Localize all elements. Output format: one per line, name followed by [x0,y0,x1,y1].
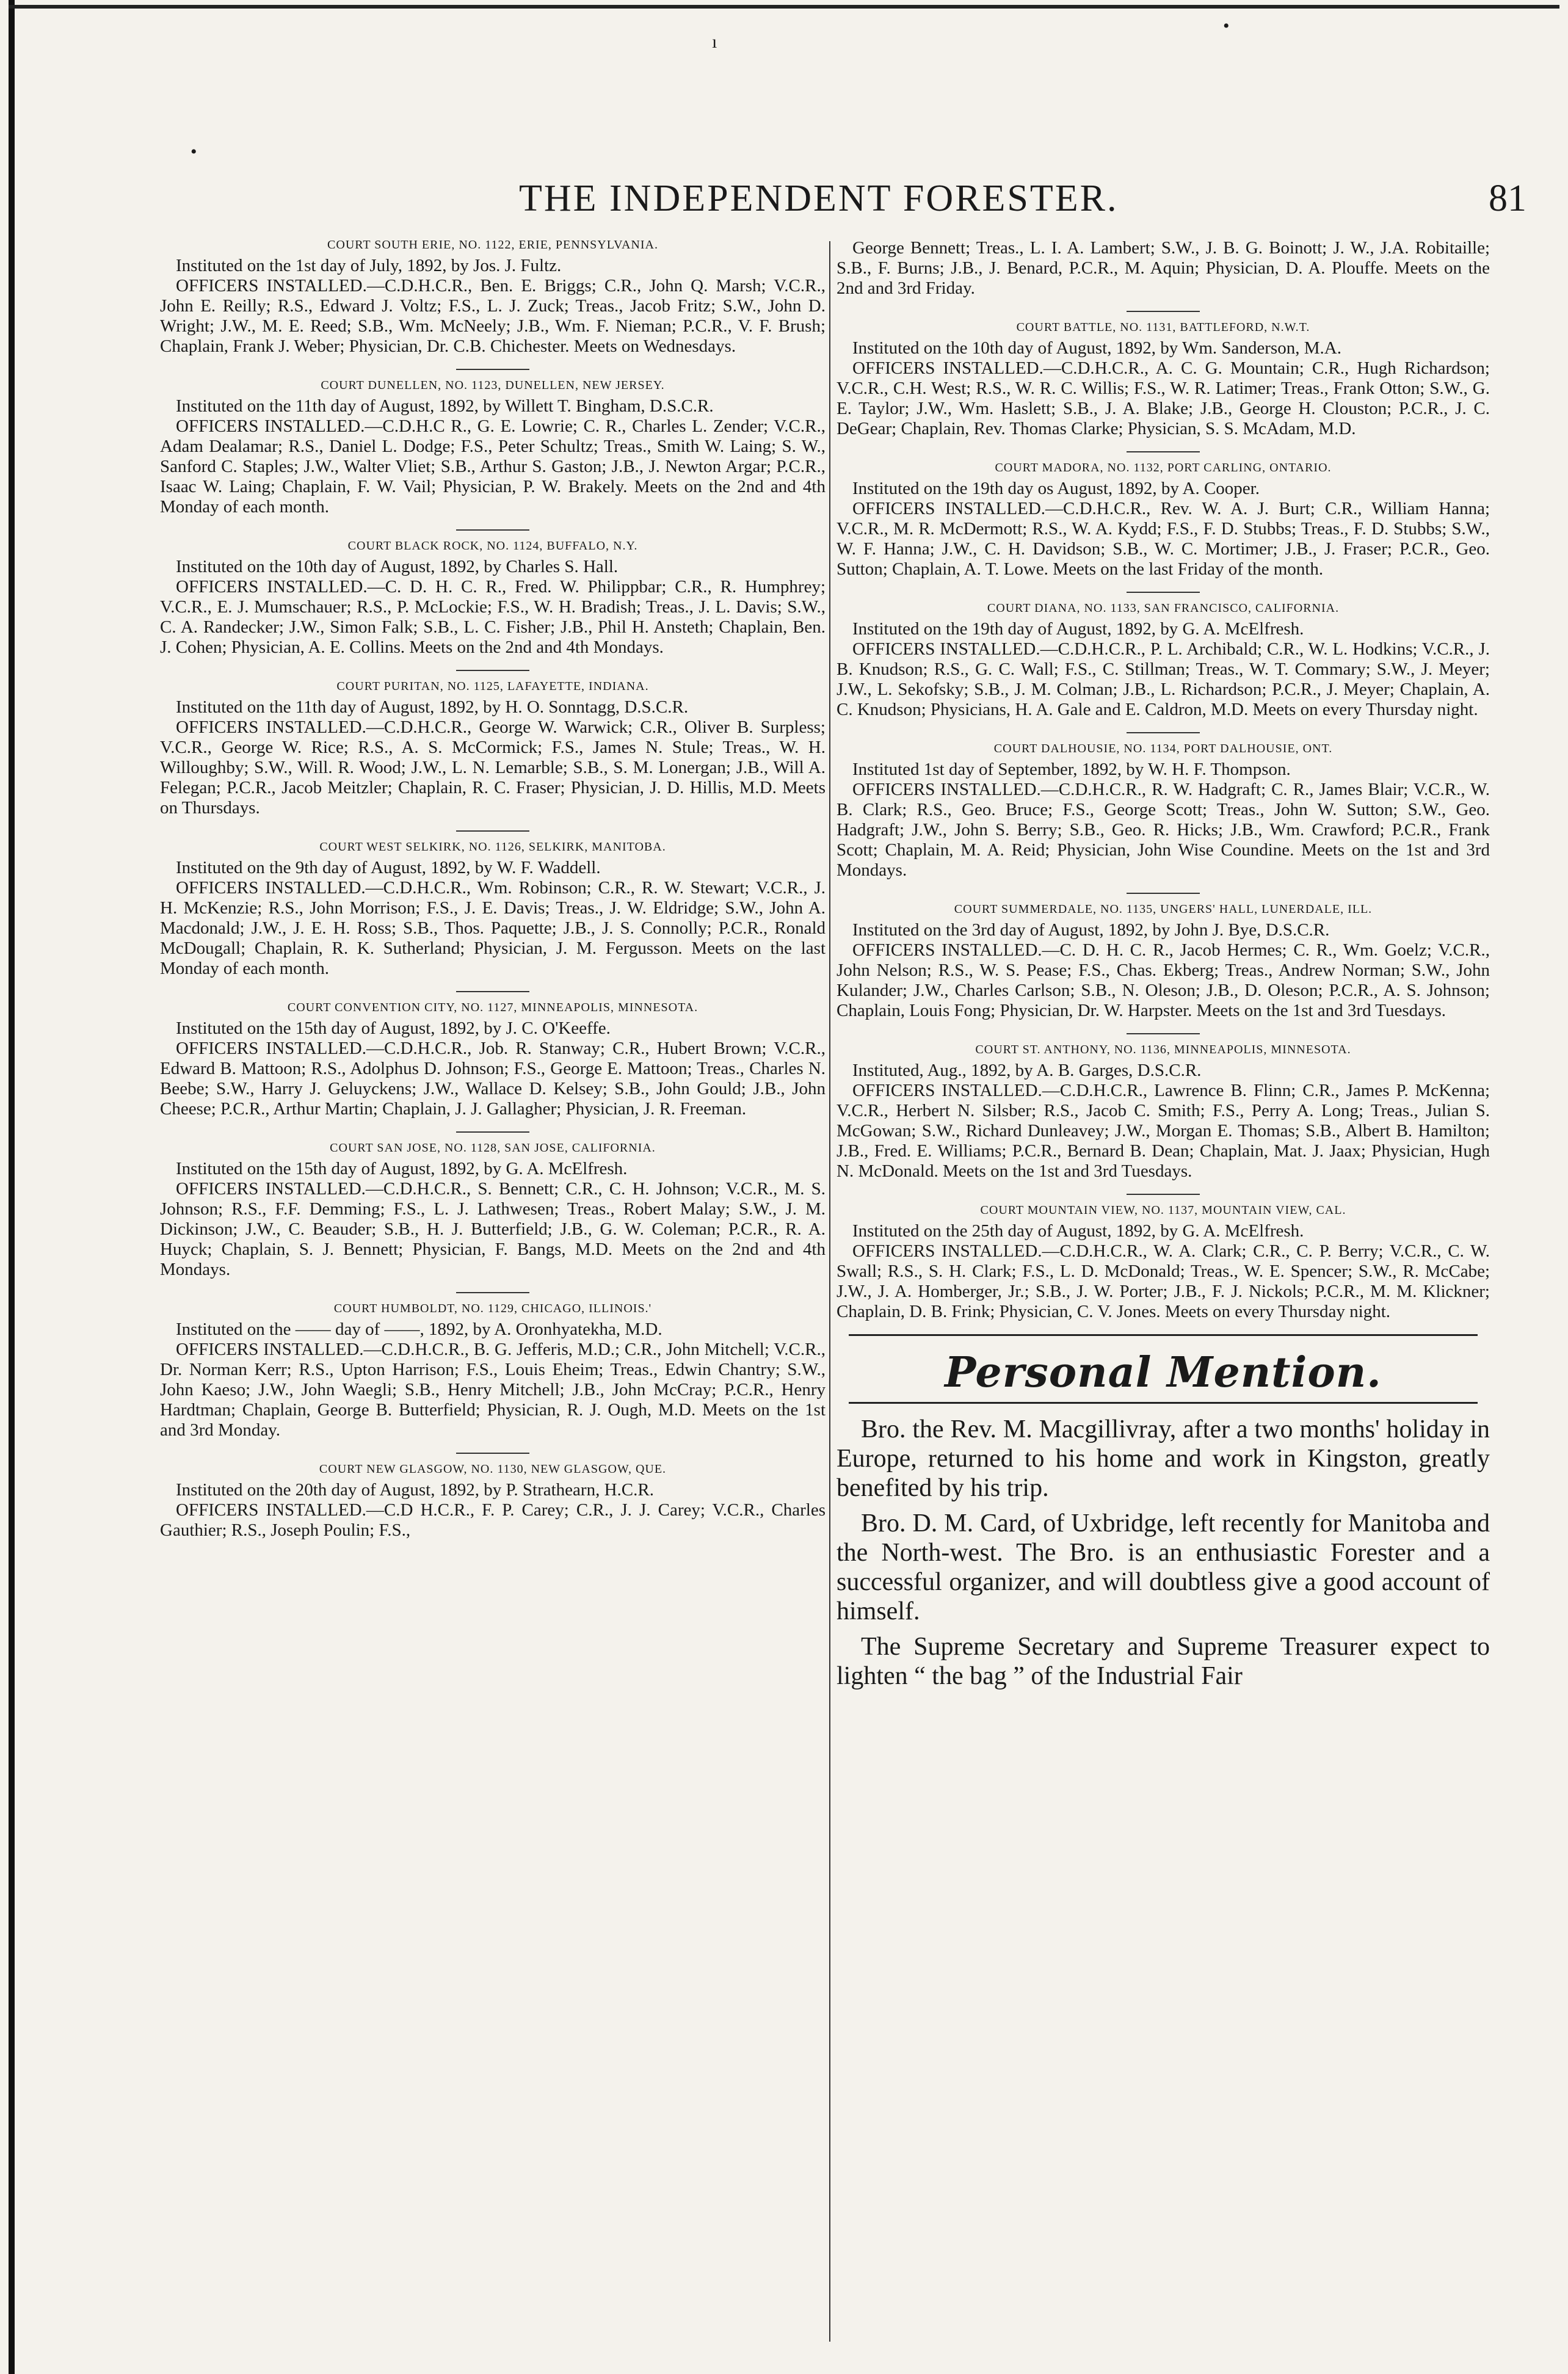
entry-separator [456,1292,529,1293]
court-paragraph: OFFICERS INSTALLED.—C.D.H.C.R., Wm. Robinson; C.R., R. W. Stewart; V.C.R., J. H. McKenzie; R.S., John Morrison; F.S., J. E. Davis; Treas., J. W. Eldridge; S.W., John A. Macdonald; J.W., J. E. H. Ross; S.B., Thos. Paquette; J.B., J. S. Connolly; P.C.R., Ronald McDougall; Chaplain, R. K. Sutherland; Physician, J. M. Fergusson. Meets on the last Monday of each month. [160,878,826,978]
court-title: COURT MADORA, NO. 1132, PORT CARLING, ONTARIO. [995,461,1332,474]
entry-separator [1127,592,1200,593]
court-body [837,760,1490,880]
court-entry [160,539,826,658]
court-title: COURT PURITAN, NO. 1125, LAFAYETTE, INDIANA. [336,680,649,693]
court-paragraph: OFFICERS INSTALLED.—C.D.H.C.R., B. G. Jefferis, M.D.; C.R., John Mitchell; V.C.R., Dr. Norman Kerr; R.S., Upton Harrison; F.S., Louis Eheim; Treas., Edwin Chantry; S.W., John Kaeso; J.W., John Waegli; S.B., Henry Mitchell; J.B., John McCray; P.C.R., Henry Hardtman; Chaplain, George B. Butterfield; Physician, R. J. Ough, M.D. Meets on the 1st and 3rd Monday. [160,1340,826,1440]
court-entry [160,1462,826,1541]
court-entry [837,902,1490,1021]
court-paragraph: OFFICERS INSTALLED.—C.D.H.C.R., A. C. G. Mountain; C.R., Hugh Richardson; V.C.R., C.H. West; R.S., W. R. C. Willis; F.S., W. R. Latimer; Treas., Frank Otton; S.W., G. E. Taylor; J.W., Wm. Haslett; S.B., J. A. Blake; J.B., George H. Clouston; P.C.R., J. C. DeGear; Chaplain, Rev. Thomas Clarke; Physician, S. S. McAdam, M.D. [837,358,1490,438]
court-paragraph: OFFICERS INSTALLED.—C.D.H.C.R., Job. R. Stanway; C.R., Hubert Brown; V.C.R., Edward B. Mattoon; R.S., Adolphus D. Johnson; F.S., George E. Mattoon; Treas., Charles N. Beebe; S.W., Harry J. Geluyckens; J.W., Wallace D. Kelsey; S.B., John Gould; J.B., John Cheese; P.C.R., Arthur Martin; Chaplain, J. J. Gallagher; Physician, J. R. Freeman. [160,1039,826,1119]
court-paragraph: Instituted on the 19th day of August, 1892, by G. A. McElfresh. [852,619,1304,639]
court-title: COURT CONVENTION CITY, NO. 1127, MINNEAPOLIS, MINNESOTA. [287,1001,699,1014]
court-body [160,697,826,818]
court-title: COURT ST. ANTHONY, NO. 1136, MINNEAPOLIS, MINNESOTA. [975,1043,1351,1056]
section-rule [849,1334,1478,1336]
court-paragraph: Instituted on the 3rd day of August, 1892, by John J. Bye, D.S.C.R. [852,920,1330,940]
court-paragraph: OFFICERS INSTALLED.—C.D.H.C.R., George W. Warwick; C.R., Oliver B. Surpless; V.C.R., George W. Rice; R.S., A. S. McCormick; F.S., James N. Stule; Treas., W. H. Willoughby; S.W., Will. R. Wood; J.W., L. N. Lemarble; S.B., S. M. Lonergan; J.B., Will A. Felegan; P.C.R., Jacob Meitzler; Chaplain, R. C. Fraser; Physician, J. D. Hillis, M.D. Meets on Thursdays. [160,717,826,818]
court-body [160,396,826,517]
court-paragraph: OFFICERS INSTALLED.—C.D.H.C.R., Ben. E. Briggs; C.R., John Q. Marsh; V.C.R., John E. Reilly; R.S., Edward J. Voltz; F.S., L. J. Zuck; Treas., Jacob Fritz; S.W., John D. Wright; J.W., M. E. Reed; S.B., Wm. McNeely; J.B., Wm. F. Nieman; P.C.R., V. F. Brush; Chaplain, Frank J. Weber; Physician, Dr. C.B. Chichester. Meets on Wednesdays. [160,276,826,356]
court-title: COURT NEW GLASGOW, NO. 1130, NEW GLASGOW, QUE. [319,1462,667,1476]
court-title: COURT DALHOUSIE, NO. 1134, PORT DALHOUSIE, ONT. [993,742,1333,755]
binding-rule [9,0,15,2374]
mention-paragraph: The Supreme Secretary and Supreme Treasurer expect to lighten “ the bag ” of the Industrial Fair [837,1633,1490,1690]
top-border-rule [9,5,1559,9]
entry-separator [1127,311,1200,312]
entry-separator [456,830,529,832]
court-paragraph: OFFICERS INSTALLED.—C. D. H. C. R., Fred. W. Philippbar; C.R., R. Humphrey; V.C.R., E. J. Mumschauer; R.S., P. McLockie; F.S., W. H. Bradish; Treas., J. L. Davis; S.W., C. A. Randecker; J.W., Simon Falk; S.B., L. C. Fisher; J.B., Phil H. Ansteth; Chaplain, Ben. J. Cohen; Physician, A. E. Collins. Meets on the 2nd and 4th Mondays. [160,577,826,657]
personal-mention-body [837,1415,1490,1691]
court-entry [160,379,826,517]
court-entry [837,601,1490,720]
mention-paragraph: Bro. D. M. Card, of Uxbridge, left recently for Manitoba and the North-west. The Bro. is an enthusiastic Forester and a successful organizer, and will doubtless give a good account of himself. [837,1509,1490,1625]
running-title: THE INDEPENDENT FORESTER. [519,178,1119,219]
court-paragraph: Instituted on the 25th day of August, 1892, by G. A. McElfresh. [852,1221,1304,1241]
court-paragraph: Instituted on the 19th day os August, 1892, by A. Cooper. [852,479,1260,498]
court-body [160,1480,826,1541]
court-body [160,858,826,979]
court-paragraph: Instituted on the 10th day of August, 1892, by Wm. Sanderson, M.A. [852,338,1341,358]
court-paragraph: Instituted on the 11th day of August, 1892, by Willett T. Bingham, D.S.C.R. [176,396,714,416]
court-paragraph: Instituted on the 10th day of August, 1892, by Charles S. Hall. [176,557,619,576]
print-mark: • [1223,16,1230,36]
entry-separator [1127,451,1200,452]
entry-separator [1127,1194,1200,1195]
page-number: 81 [1489,178,1526,219]
column-divider [829,241,830,2342]
court-entry [837,321,1490,439]
entry-separator [456,529,529,531]
court-title: COURT HUMBOLDT, NO. 1129, CHICAGO, ILLINOIS.' [333,1302,652,1315]
court-paragraph: Instituted on the —— day of ——, 1892, by A. Oronhyatekha, M.D. [176,1319,662,1339]
court-entry [160,680,826,818]
court-title: COURT BATTLE, NO. 1131, BATTLEFORD, N.W.T. [1016,321,1310,334]
court-paragraph: Instituted on the 1st day of July, 1892, by Jos. J. Fultz. [176,256,562,275]
court-paragraph: Instituted 1st day of September, 1892, by W. H. F. Thompson. [852,760,1291,779]
court-paragraph: George Bennett; Treas., L. I. A. Lambert; S.W., J. B. G. Boinott; J. W., J.A. Robitaille; S.B., F. Burns; J.B., J. Benard, P.C.R., M. Aquin; Physician, D. A. Plouffe. Meets on the 2nd and 3rd Friday. [837,238,1490,298]
print-mark: • [191,142,197,162]
entry-separator [456,369,529,370]
court-body [160,256,826,357]
court-title: COURT SOUTH ERIE, NO. 1122, ERIE, PENNSYLVANIA. [327,238,658,252]
section-rule [849,1402,1478,1404]
court-paragraph: OFFICERS INSTALLED.—C.D.H.C.R., Lawrence B. Flinn; C.R., James P. McKenna; V.C.R., Herbert N. Silsber; R.S., Jacob C. Smith; F.S., Perry A. Long; Treas., Julian S. McGowan; S.W., Richard Dunleavey; J.W., Morgan E. Thomas; S.B., Albert B. Hamilton; J.B., Fred. E. Williams; P.C.R., Bernard B. Dean; Chaplain, Mat. J. Jaax; Physician, Hugh N. McDonald. Meets on the 1st and 3rd Tuesdays. [837,1081,1490,1181]
entry-separator [456,1453,529,1454]
court-entry [160,1141,826,1280]
court-paragraph: OFFICERS INSTALLED.—C. D. H. C. R., Jacob Hermes; C. R., Wm. Goelz; V.C.R., John Nelson; R.S., W. S. Pease; F.S., Chas. Ekberg; Treas., Andrew Norman; S.W., John Kulander; J.W., Charles Carlson; S.B., N. Oleson; J.B., D. Oleson; P.C.R., A. S. Johnson; Chaplain, Louis Fong; Physician, Dr. W. Harpster. Meets on the 1st and 3rd Tuesdays. [837,940,1490,1020]
court-body [837,1221,1490,1322]
court-title: COURT SAN JOSE, NO. 1128, SAN JOSE, CALIFORNIA. [330,1141,656,1155]
court-body [160,557,826,658]
court-body [837,238,1490,299]
court-body [837,920,1490,1021]
court-paragraph: OFFICERS INSTALLED.—C.D.H.C.R., W. A. Clark; C.R., C. P. Berry; V.C.R., C. W. Swall; R.S., S. H. Clark; F.S., L. D. McDonald; Treas., W. E. Spencer; S.W., R. McCabe; J.W., J. A. Homberger, Jr.; S.B., J. W. Porter; J.B., F. J. Nickols; P.C.R., M. M. Klickner; Chaplain, D. B. Frink; Physician, C. V. Jones. Meets on every Thursday night. [837,1241,1490,1321]
court-entry [837,238,1490,299]
court-title: COURT BLACK ROCK, NO. 1124, BUFFALO, N.Y. [347,539,638,553]
mention-paragraph: Bro. the Rev. M. Macgillivray, after a two months' holiday in Europe, returned to his home and work in Kingston, greatly benefited by his trip. [837,1415,1490,1502]
court-paragraph: Instituted on the 15th day of August, 1892, by J. C. O'Keeffe. [176,1018,611,1038]
court-title: COURT DIANA, NO. 1133, SAN FRANCISCO, CALIFORNIA. [987,601,1340,615]
print-mark: ı [712,32,717,52]
court-entry [160,840,826,979]
personal-mention-section [837,1334,1490,1691]
court-entry [837,1203,1490,1322]
entry-separator [456,670,529,671]
court-entry [160,1302,826,1440]
court-paragraph: OFFICERS INSTALLED.—C.D.H.C.R., Rev. W. A. J. Burt; C.R., William Hanna; V.C.R., M. R. McDermott; R.S., W. A. Kydd; F.S., F. D. Stubbs; Treas., F. D. Stubbs; S.W., W. F. Hanna; J.W., C. H. Davidson; S.B., W. C. Mortimer; J.B., J. Fraser; P.C.R., Geo. Sutton; Chaplain, A. T. Lowe. Meets on the last Friday of the month. [837,499,1490,579]
court-entry [160,238,826,357]
entry-separator [456,1131,529,1133]
entry-separator [1127,893,1200,894]
court-entry [837,1043,1490,1182]
court-title: COURT MOUNTAIN VIEW, NO. 1137, MOUNTAIN VIEW, CAL. [980,1203,1346,1217]
court-paragraph: Instituted on the 9th day of August, 1892, by W. F. Waddell. [176,858,601,877]
entry-separator [456,991,529,992]
court-body [837,479,1490,579]
court-paragraph: OFFICERS INSTALLED.—C.D H.C.R., F. P. Carey; C.R., J. J. Carey; V.C.R., Charles Gauthier; R.S., Joseph Poulin; F.S., [160,1500,826,1540]
court-body [160,1018,826,1119]
left-column [160,238,826,1553]
court-title: COURT SUMMERDALE, NO. 1135, UNGERS' HALL, LUNERDALE, ILL. [954,902,1373,916]
court-paragraph: Instituted on the 11th day of August, 1892, by H. O. Sonntagg, D.S.C.R. [176,697,689,717]
court-body [837,338,1490,439]
court-paragraph: OFFICERS INSTALLED.—C.D.H.C R., G. E. Lowrie; C. R., Charles L. Zender; V.C.R., Adam Dealamar; R.S., Daniel L. Dodge; F.S., Peter Schultz; Treas., Smith W. Laing; S. W., Sanford C. Staples; J.W., Walter Vliet; S.B., Arthur S. Gaston; J.B., J. Newton Argar; P.C.R., Isaac W. Laing; Chaplain, F. W. Vail; Physician, P. W. Brakely. Meets on the 2nd and 4th Monday of each month. [160,416,826,517]
court-entry [837,461,1490,579]
court-body [837,1061,1490,1182]
court-entry [837,742,1490,880]
court-paragraph: Instituted, Aug., 1892, by A. B. Garges, D.S.C.R. [852,1061,1202,1080]
personal-mention-heading: Personal Mention. [945,1348,1382,1397]
page-header [366,177,1526,226]
court-body [160,1159,826,1280]
court-paragraph: OFFICERS INSTALLED.—C.D.H.C.R., R. W. Hadgraft; C. R., James Blair; V.C.R., W. B. Clark; R.S., Geo. Bruce; F.S., George Scott; Treas., John W. Sutton; S.W., Geo. Hadgraft; J.W., John S. Berry; S.B., Geo. R. Hicks; J.B., Wm. Crawford; P.C.R., Frank Scott; Chaplain, M. A. Reid; Physician, John Wise Coundine. Meets on the 1st and 3rd Mondays. [837,780,1490,880]
court-paragraph: OFFICERS INSTALLED.—C.D.H.C.R., P. L. Archibald; C.R., W. L. Hodkins; V.C.R., J. B. Knudson; R.S., G. C. Wall; F.S., C. Stillman; Treas., W. T. Commary; S.W., J. Meyer; J.W., L. Sekofsky; S.B., J. M. Colman; J.B., L. Richardson; P.C.R., J. Meyer; Chaplain, A. C. Knudson; Physicians, H. A. Gale and E. Caldron, M.D. Meets on every Thursday night. [837,639,1490,719]
court-title: COURT WEST SELKIRK, NO. 1126, SELKIRK, MANITOBA. [319,840,666,854]
court-paragraph: OFFICERS INSTALLED.—C.D.H.C.R., S. Bennett; C.R., C. H. Johnson; V.C.R., M. S. Johnson; R.S., F.F. Demming; F.S., L. J. Lathwesen; Treas., Robert Malay; S.W., J. M. Dickinson; J.W., C. Beauder; S.B., H. J. Butterfield; J.B., G. W. Coleman; P.C.R., R. A. Huyck; Chaplain, S. J. Bennett; Physician, F. Bangs, M.D. Meets on the 2nd and 4th Mondays. [160,1179,826,1279]
right-court-list [837,238,1490,1322]
right-column [837,238,1490,1697]
entry-separator [1127,732,1200,733]
court-paragraph: Instituted on the 15th day of August, 1892, by G. A. McElfresh. [176,1159,628,1178]
court-title: COURT DUNELLEN, NO. 1123, DUNELLEN, NEW JERSEY. [321,379,665,392]
court-paragraph: Instituted on the 20th day of August, 1892, by P. Strathearn, H.C.R. [176,1480,654,1500]
court-body [160,1319,826,1440]
court-entry [160,1001,826,1119]
court-body [837,619,1490,720]
entry-separator [1127,1033,1200,1034]
